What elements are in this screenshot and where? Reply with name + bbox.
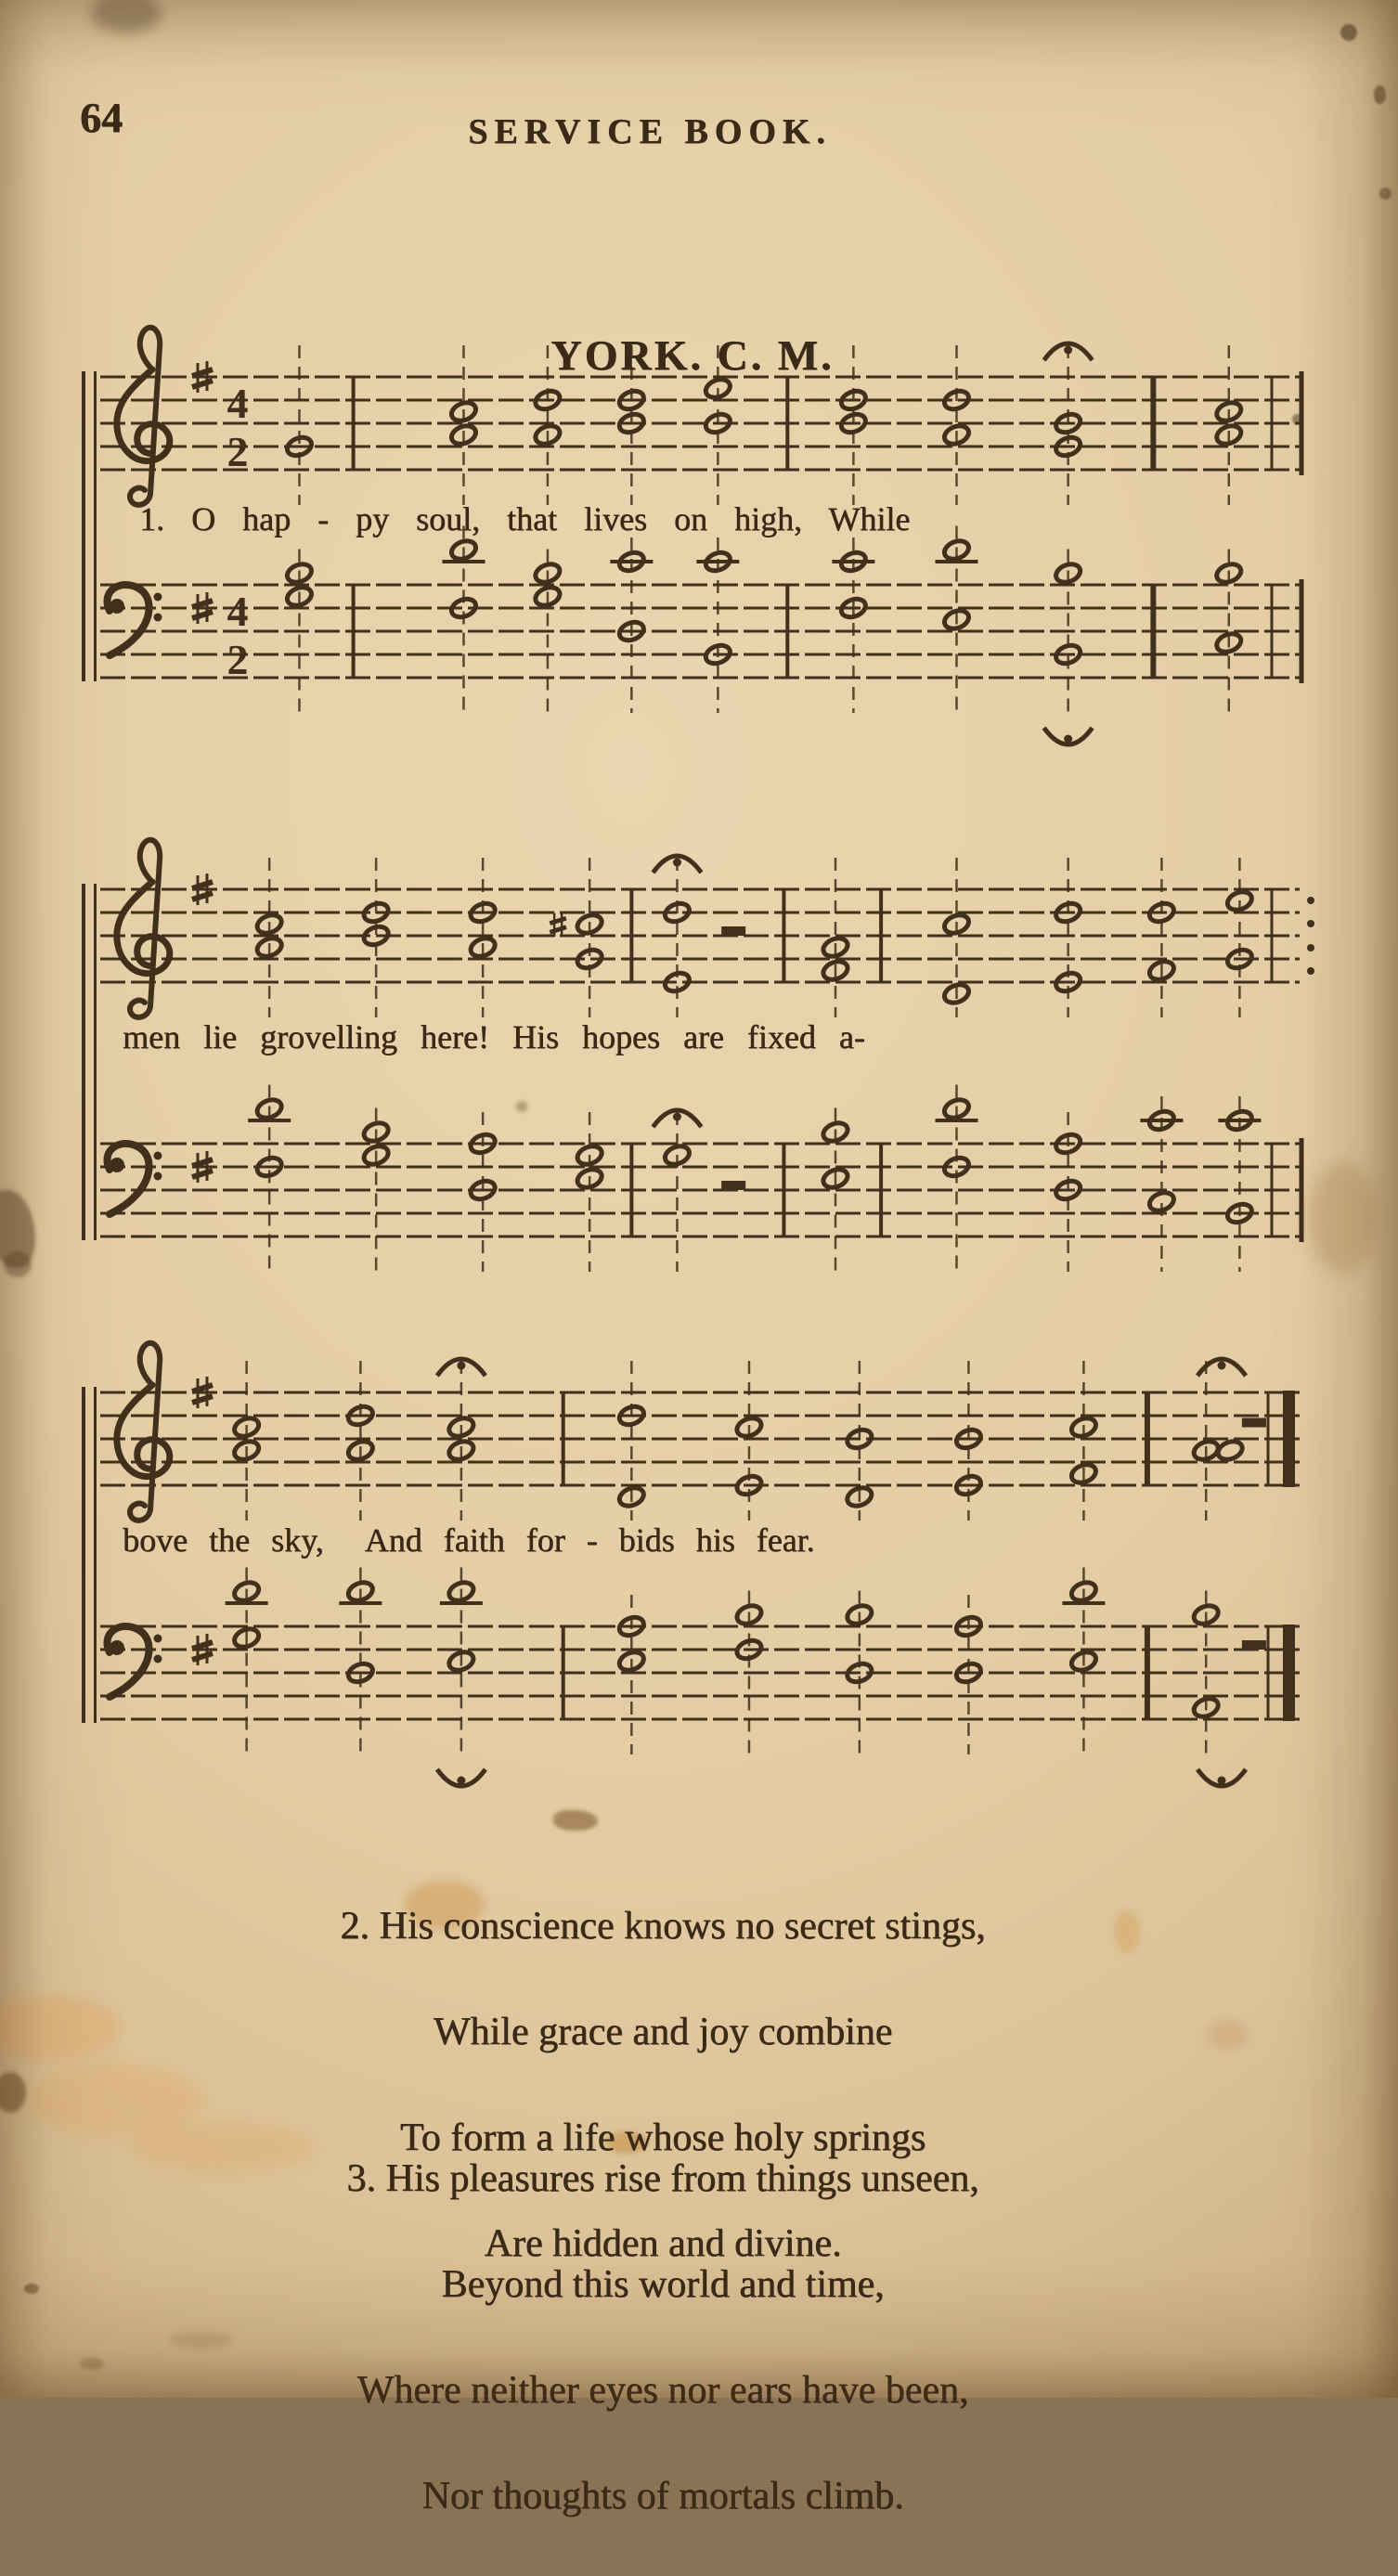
note-chord	[285, 345, 315, 505]
verse-2-line-4: Are hidden and divine.	[484, 2222, 842, 2265]
bass-staff-system-2	[93, 1073, 1327, 1326]
note-chord	[610, 537, 653, 713]
note-chord	[440, 1568, 483, 1755]
note-chord	[821, 858, 850, 1017]
note-chord	[1140, 1096, 1183, 1272]
note-chord	[346, 1361, 376, 1521]
note-chord	[832, 537, 874, 713]
note-chord	[1214, 345, 1244, 505]
note-chord	[1225, 858, 1255, 1017]
note-chord	[942, 345, 972, 505]
edge-mark	[4, 1251, 32, 1277]
note-chord	[954, 1595, 984, 1754]
note-chord	[575, 1112, 604, 1272]
bass-staff-system-3	[93, 1556, 1327, 1808]
note-chord	[839, 345, 869, 505]
time-signature-upper: 4	[227, 380, 249, 427]
lyric-line-2: men lie grovelling here! His hopes are fixed a-	[123, 1018, 865, 1055]
treble-clef-icon	[117, 328, 170, 505]
fermata-icon	[437, 1769, 485, 1786]
note-chord	[663, 858, 693, 1017]
half-rest-icon	[721, 1181, 745, 1190]
note-chord	[248, 1085, 291, 1273]
note-chord	[226, 1568, 268, 1755]
verse-2-line-2: While grace and joy combine	[433, 2011, 893, 2053]
note-chord	[468, 858, 498, 1017]
fermata-icon	[1197, 1359, 1246, 1376]
lyric-line-1: 1. O hap - py soul, that lives on high, While	[139, 500, 911, 537]
note-chord	[1069, 1361, 1099, 1521]
verse-2-line-3: To form a life whose holy springs	[399, 2116, 926, 2159]
bass-clef-icon	[107, 1626, 162, 1697]
note-chord	[935, 1085, 977, 1273]
bass-staff-system-1	[93, 514, 1327, 767]
bass-clef-icon	[107, 585, 162, 655]
verse-2-line-1: 2. His conscience knows no secret stings,	[340, 1905, 986, 1948]
bass-clef-icon	[107, 1144, 162, 1214]
paper-stain	[0, 1996, 121, 2061]
note-chord	[254, 858, 284, 1017]
treble-clef-icon	[117, 1343, 170, 1521]
note-chord	[1054, 1112, 1083, 1272]
paper-speck	[1374, 85, 1386, 104]
fermata-icon	[1044, 728, 1093, 744]
note-chord	[575, 858, 604, 1017]
note-chord	[232, 1361, 262, 1521]
note-chord	[734, 1361, 764, 1521]
hymn-title: YORK. C. M.	[550, 331, 835, 379]
edge-smudge	[91, 0, 162, 33]
note-chord	[617, 1361, 647, 1521]
treble-clef-icon	[117, 840, 170, 1017]
half-rest-icon	[721, 926, 745, 936]
edge-mark	[0, 2072, 26, 2113]
verse-3-line-3: Where neither eyes nor ears have been,	[356, 2369, 969, 2412]
note-chord	[361, 858, 391, 1017]
note-chord	[704, 345, 733, 505]
edge-mark	[0, 1190, 35, 1268]
note-chord	[617, 1595, 647, 1754]
note-chord	[339, 1568, 382, 1755]
ink-smudge	[553, 1810, 598, 1831]
page-number: 64	[80, 94, 123, 141]
note-chord	[1147, 858, 1177, 1017]
verse-3-line-1: 3. His pleasures rise from things unseen,	[346, 2157, 979, 2200]
note-chord	[1054, 345, 1083, 505]
paper-speck	[24, 2284, 39, 2294]
note-chord	[942, 858, 972, 1017]
note-chord	[696, 537, 739, 713]
sharp-icon	[550, 912, 566, 937]
paper-speck	[80, 2358, 104, 2370]
half-rest-icon	[1242, 1418, 1266, 1428]
verse-3-line-4: Nor thoughts of mortals climb.	[421, 2475, 904, 2518]
lyric-line-3: bove the sky, And faith for - bids his fear.	[123, 1521, 815, 1559]
note-chord	[663, 1112, 693, 1272]
note-chord	[468, 1112, 498, 1272]
verse-3-line-2: Beyond this world and time,	[441, 2263, 885, 2306]
paper-stain	[28, 2063, 204, 2137]
time-signature-lower: 2	[227, 428, 249, 475]
paper-stain	[1207, 2020, 1248, 2050]
note-chord	[1218, 1096, 1261, 1272]
note-chord	[954, 1361, 984, 1521]
note-chord	[935, 526, 977, 714]
note-chord	[845, 1361, 874, 1521]
note-chord	[1054, 858, 1083, 1017]
note-chord	[617, 345, 647, 505]
fermata-icon	[1197, 1769, 1246, 1786]
verse-3	[199, 2100, 1127, 2576]
time-signature-lower: 2	[227, 636, 249, 683]
running-header: SERVICE BOOK.	[468, 112, 832, 151]
note-chord	[442, 526, 485, 714]
paper-speck	[1340, 24, 1357, 41]
note-chord	[447, 1361, 476, 1521]
note-chord	[1062, 1568, 1105, 1755]
half-rest-icon	[1242, 1640, 1266, 1650]
note-chord	[1191, 1361, 1245, 1521]
note-chord	[533, 345, 563, 505]
time-signature-upper: 4	[227, 588, 249, 635]
paper-speck	[1379, 188, 1392, 200]
note-chord	[449, 345, 479, 505]
